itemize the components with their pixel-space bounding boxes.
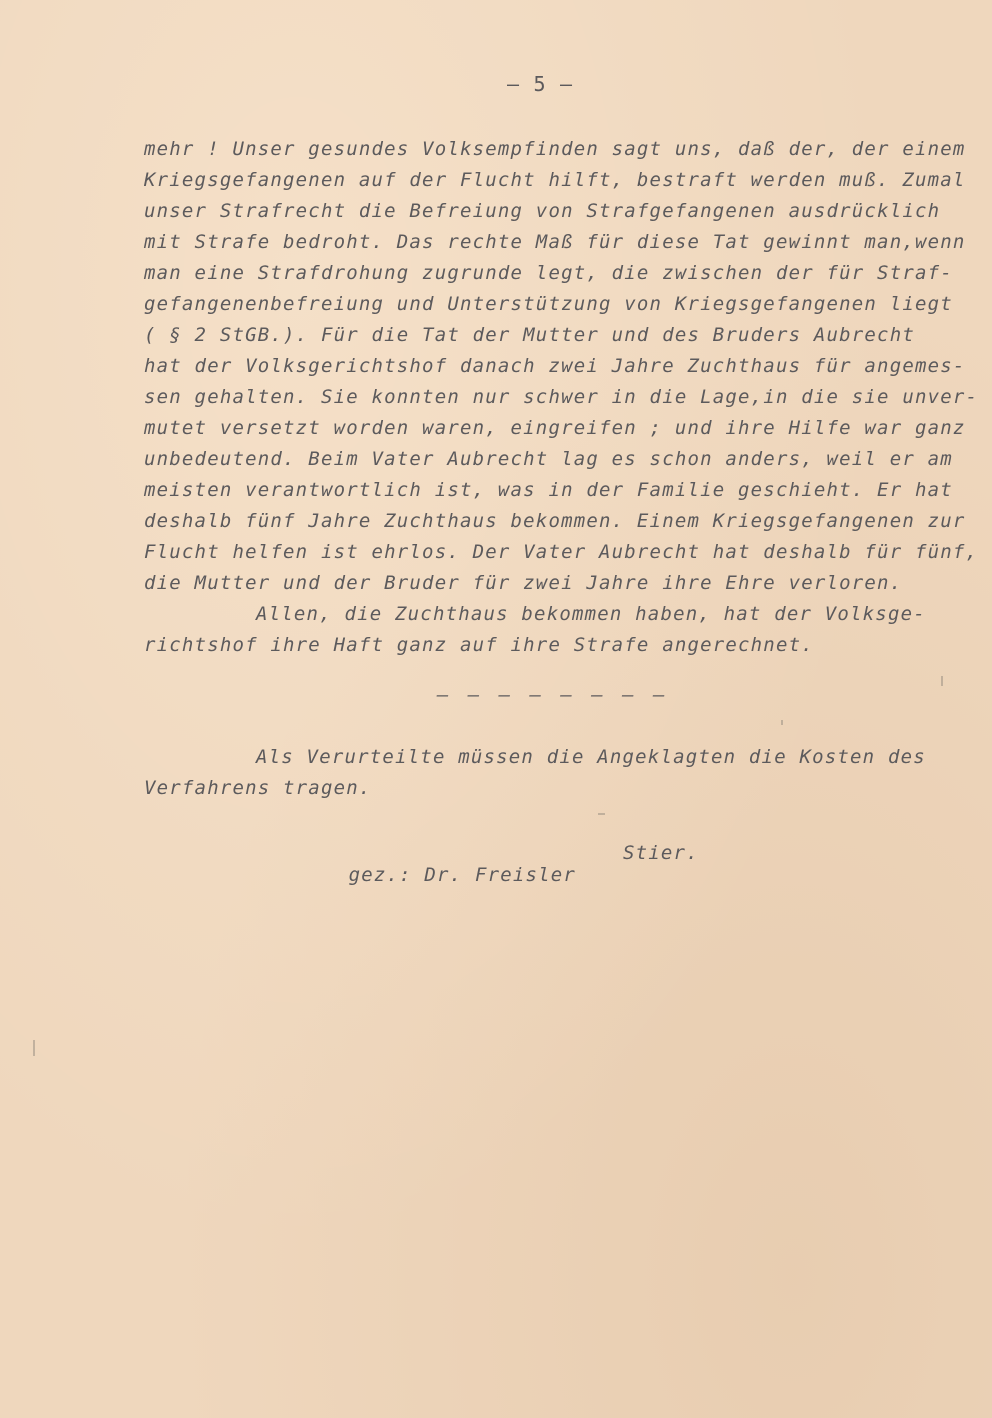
body-line: mehr ! Unser gesundes Volksempfinden sagt uns, daß der, der einem [144, 138, 966, 160]
body-line: die Mutter und der Bruder für zwei Jahre ihre Ehre verloren. [144, 572, 903, 594]
body-line: mit Strafe bedroht. Das rechte Maß für diese Tat gewinnt man,wenn [144, 231, 966, 253]
costs-line: Verfahrens tragen. [144, 777, 372, 799]
paper-mark [781, 720, 783, 725]
body-line: deshalb fünf Jahre Zuchthaus bekommen. Einem Kriegsgefangenen zur [144, 510, 966, 532]
signature-stier: Stier. [623, 842, 699, 864]
separator-line: — — — — — — — — [437, 684, 669, 706]
body-line: Flucht helfen ist ehrlos. Der Vater Aubrecht hat deshalb für fünf, [144, 541, 979, 563]
body-line: unbedeutend. Beim Vater Aubrecht lag es schon anders, weil er am [144, 448, 953, 470]
body-line: man eine Strafdrohung zugrunde legt, die zwischen der für Straf- [144, 262, 953, 284]
paper-mark [598, 813, 605, 815]
body-line: ( § 2 StGB.). Für die Tat der Mutter und des Bruders Aubrecht [144, 324, 915, 346]
signature-freisler: gez.: Dr. Freisler [348, 864, 577, 886]
page-number: – 5 – [507, 72, 574, 96]
body-line: sen gehalten. Sie konnten nur schwer in die Lage,in die sie unver- [144, 386, 979, 408]
body-line: unser Strafrecht die Befreiung von Strafgefangenen ausdrücklich [144, 200, 941, 222]
costs-line: Als Verurteilte müssen die Angeklagten die Kosten des [256, 746, 926, 768]
body-line: Kriegsgefangenen auf der Flucht hilft, bestraft werden muß. Zumal [144, 169, 966, 191]
signature-block [298, 842, 699, 930]
body-line: hat der Volksgerichtshof danach zwei Jahre Zuchthaus für angemes- [144, 355, 966, 377]
body-line: Allen, die Zuchthaus bekommen haben, hat der Volksge- [256, 603, 926, 625]
body-line: mutet versetzt worden waren, eingreifen ; und ihre Hilfe war ganz [144, 417, 966, 439]
body-line: meisten verantwortlich ist, was in der Familie geschieht. Er hat [144, 479, 953, 501]
body-line: richtshof ihre Haft ganz auf ihre Strafe angerechnet. [144, 634, 814, 656]
body-line: gefangenenbefreiung und Unterstützung von Kriegsgefangenen liegt [144, 293, 953, 315]
paper-mark [33, 1040, 35, 1056]
paper-mark [941, 676, 943, 686]
